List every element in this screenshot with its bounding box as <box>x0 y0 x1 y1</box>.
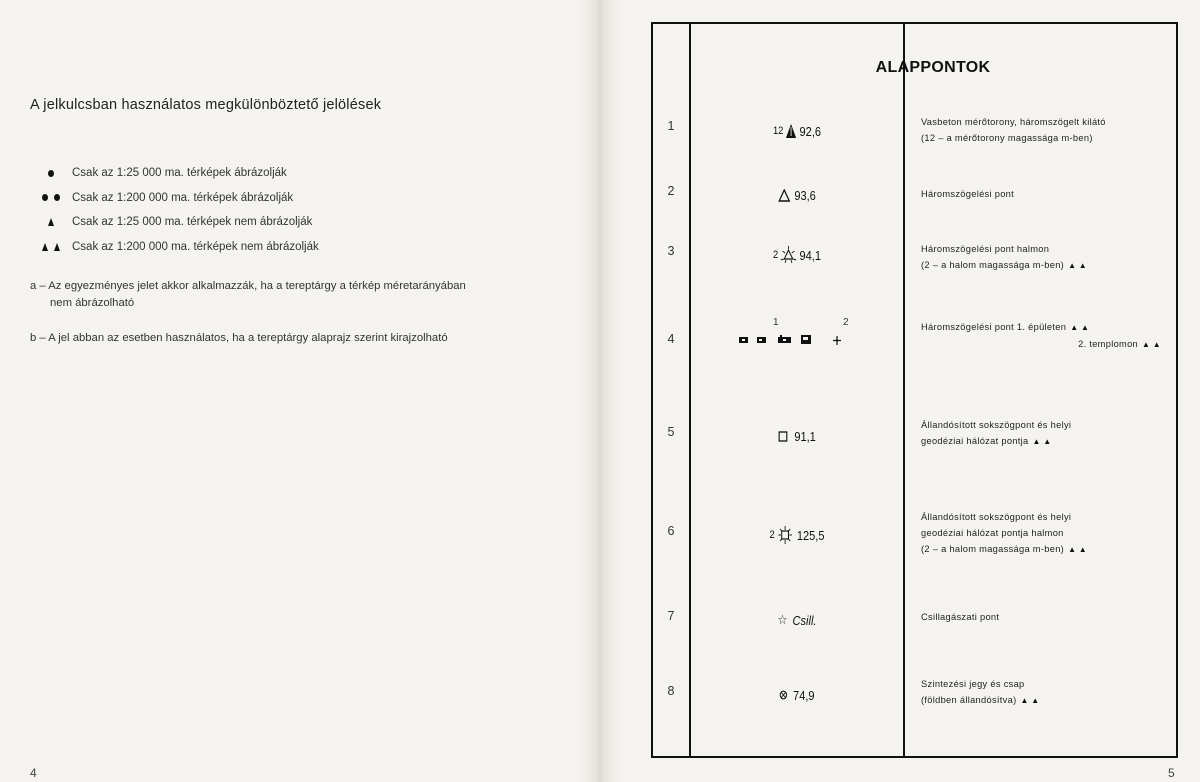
row-symbol <box>707 684 887 706</box>
row-description <box>921 417 1171 450</box>
symbol-value: 74,9 <box>793 687 815 703</box>
desc-line: Csillagászati pont <box>921 612 1000 622</box>
note-a-line1: a – Az egyezményes jelet akkor alkalmazzák, ha a tereptárgy a térkép méretarányában <box>30 280 466 292</box>
symbol-value: 125,5 <box>796 527 825 543</box>
double-triangle-icon: ▲ ▲ <box>1070 323 1090 332</box>
row-symbol <box>707 244 887 266</box>
row-symbol <box>707 609 887 631</box>
symbol-table <box>651 22 1178 758</box>
row-number: 2 <box>667 184 675 198</box>
row-symbol <box>707 425 887 447</box>
legend-text: Csak az 1:200 000 ma. térképek ábrázolják <box>72 191 294 204</box>
desc-line: (12 – a mérőtorony magassága m-ben) <box>921 133 1093 143</box>
page-number-left: 4 <box>30 766 37 780</box>
note-b: b – A jel abban az esetben használatos, ha a tereptárgy alaprajz szerint kirajzolható <box>30 332 448 344</box>
row-number: 4 <box>667 332 675 346</box>
desc-line: geodéziai hálózat pontja ▲ ▲ <box>921 433 1171 450</box>
row-number: 3 <box>667 244 675 258</box>
dot-icon <box>30 170 72 177</box>
solid-triangle-icon <box>785 123 797 139</box>
symbol-value: 94,1 <box>799 247 821 263</box>
note-a <box>30 278 570 312</box>
legend-item <box>30 161 319 186</box>
row-symbol <box>707 184 887 206</box>
triangle-icon <box>30 218 72 226</box>
row-description <box>921 241 1171 274</box>
legend-text: Csak az 1:25 000 ma. térképek ábrázolják <box>72 167 287 180</box>
legend-text: Csak az 1:25 000 ma. térképek nem ábrázolják <box>72 216 313 229</box>
legend-item <box>30 210 319 235</box>
crossed-circle-icon <box>779 690 788 700</box>
page-number-right: 5 <box>1168 766 1175 780</box>
symbol-prefix: 2 <box>773 249 779 261</box>
desc-line: Háromszögelési pont 1. épületen ▲ ▲ <box>921 319 1171 336</box>
desc-line: Háromszögelési pont <box>921 189 1015 199</box>
desc-line: (földben állandósítva) ▲ ▲ <box>921 692 1171 709</box>
symbol-prefix: 2 <box>769 529 775 541</box>
row-symbol <box>691 331 903 349</box>
symbol-value: 91,1 <box>794 428 816 444</box>
double-triangle-icon: ▲ ▲ <box>1068 261 1088 270</box>
desc-line: geodéziai hálózat pontja halmon <box>921 528 1064 538</box>
desc-line: Állandósított sokszögpont és helyi <box>921 420 1072 430</box>
double-triangle-icon: ▲ ▲ <box>1142 340 1161 349</box>
legend-text: Csak az 1:200 000 ma. térképek nem ábrázolják <box>72 240 319 253</box>
table-heading: ALAPPONTOK <box>875 59 991 76</box>
row-number: 8 <box>667 684 675 698</box>
row-symbol <box>707 524 887 546</box>
mound-triangle-icon <box>780 246 797 264</box>
desc-line: Vasbeton mérőtorony, háromszögelt kilátó <box>921 117 1106 127</box>
row-number: 6 <box>667 524 675 538</box>
row-symbol <box>707 119 887 143</box>
double-triangle-icon: ▲ ▲ <box>1020 696 1040 705</box>
row-description <box>921 676 1171 709</box>
note-a-line2: nem ábrázolható <box>50 297 135 309</box>
left-page-title: A jelkulcsban használatos megkülönböztető jelölések <box>30 97 382 113</box>
symbol-prefix: 12 <box>772 125 784 137</box>
legend-item <box>30 186 319 211</box>
book-gutter <box>580 0 620 782</box>
row-description <box>921 509 1171 558</box>
double-triangle-icon <box>30 243 72 251</box>
square-icon <box>778 431 787 442</box>
desc-line: Állandósított sokszögpont és helyi <box>921 512 1072 522</box>
desc-line: Háromszögelési pont halmon <box>921 244 1050 254</box>
desc-line: (2 – a halom magassága m-ben) ▲ ▲ <box>921 257 1171 274</box>
row-number: 5 <box>667 425 675 439</box>
legend-list <box>30 161 319 259</box>
row-number: 1 <box>667 119 675 133</box>
symbol-value: Csill. <box>792 612 817 628</box>
row-description <box>921 186 1171 202</box>
column-divider <box>903 24 905 756</box>
row-description <box>921 319 1171 353</box>
star-icon: ☆ <box>777 612 788 628</box>
mound-square-icon <box>776 526 793 544</box>
desc-line: Szintezési jegy és csap <box>921 679 1025 689</box>
symbol-value: 93,6 <box>794 187 816 203</box>
legend-item <box>30 235 319 260</box>
row-description <box>921 114 1171 146</box>
symbol-label: 1 <box>773 317 779 328</box>
double-triangle-icon: ▲ ▲ <box>1032 437 1052 446</box>
symbol-value: 92,6 <box>799 123 822 139</box>
desc-line: 2. templomon ▲ ▲ <box>921 336 1171 353</box>
row-description <box>921 609 1171 625</box>
row-number: 7 <box>667 609 675 623</box>
hollow-triangle-icon <box>778 189 790 202</box>
double-dot-icon <box>30 194 72 201</box>
symbol-label: 2 <box>843 317 849 328</box>
desc-line: (2 – a halom magassága m-ben) ▲ ▲ <box>921 541 1171 558</box>
column-divider <box>689 24 691 756</box>
double-triangle-icon: ▲ ▲ <box>1068 545 1088 554</box>
building-points-icon <box>737 334 857 346</box>
